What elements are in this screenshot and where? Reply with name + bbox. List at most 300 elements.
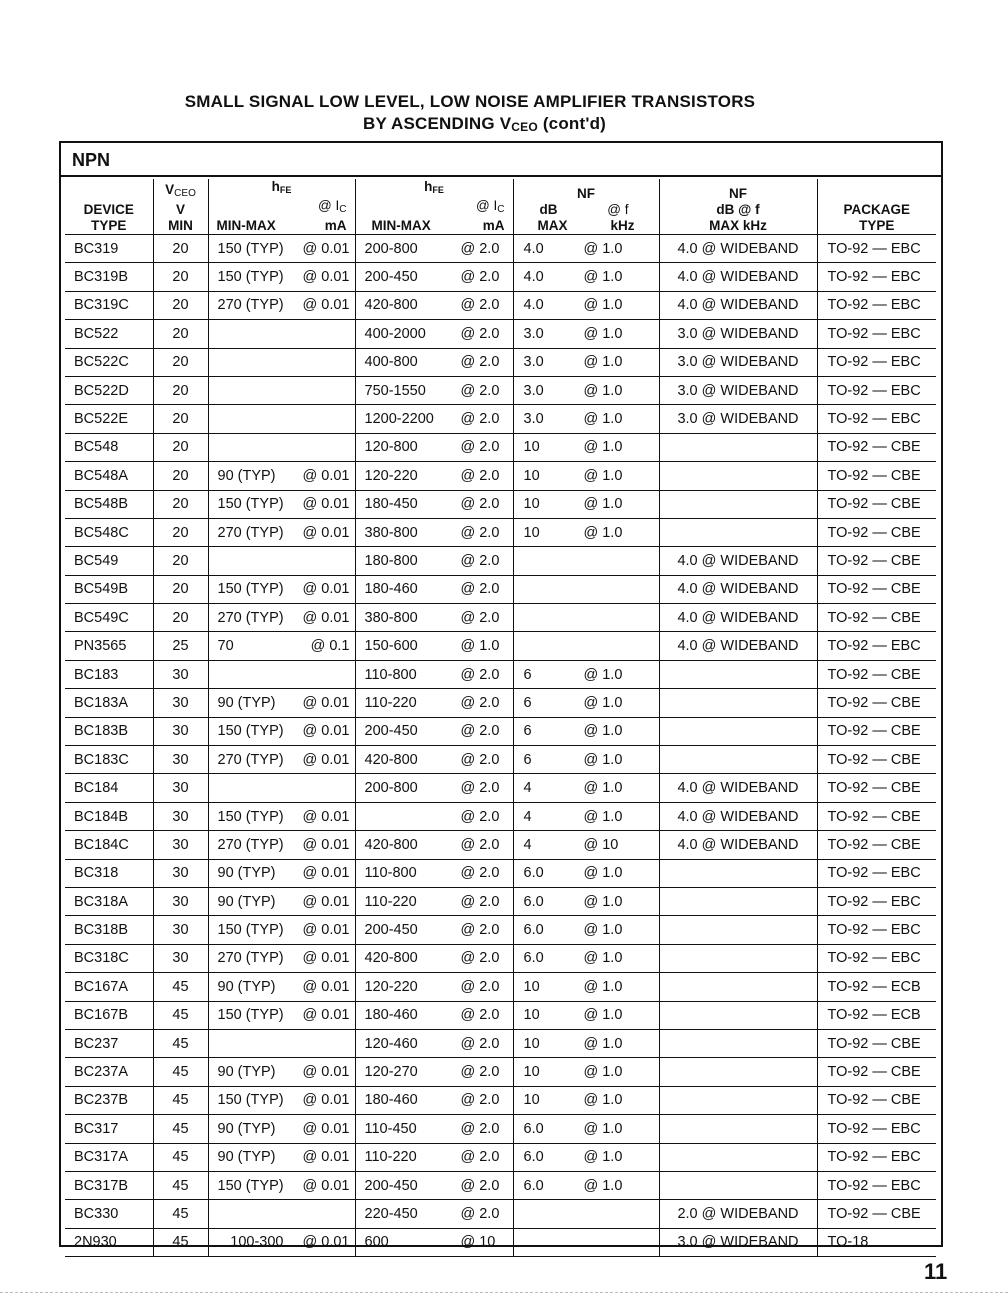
hfe-high: 420-800 <box>364 751 418 768</box>
hfe-low-cell <box>208 235 355 263</box>
table-row <box>65 973 936 1001</box>
nf-db-max: 10 <box>523 467 540 484</box>
nf-freq: @ 1.0 <box>583 666 623 683</box>
ic-high: @ 10 <box>460 1234 496 1251</box>
package-type: TO-92 — ECB <box>817 1001 936 1029</box>
nf-wideband <box>659 1143 817 1171</box>
ic-high: @ 2.0 <box>460 439 500 456</box>
package-type: TO-92 — EBC <box>817 944 936 972</box>
vceo-min: 30 <box>153 944 208 972</box>
package-type: TO-92 — CBE <box>817 1058 936 1086</box>
ic-low: @ 0.01 <box>302 524 350 541</box>
nf-wideband <box>659 859 817 887</box>
ic-low: @ 0.01 <box>302 1177 350 1194</box>
table-header-row <box>65 179 936 235</box>
nf-freq: @ 1.0 <box>583 1177 623 1194</box>
nf-freq: @ 1.0 <box>583 1064 623 1081</box>
nf-spot-cell <box>513 1171 659 1199</box>
hfe-high-cell <box>355 405 513 433</box>
device-type: BC549 <box>65 547 153 575</box>
ic-high: @ 2.0 <box>460 354 500 371</box>
hfe-low: 150 (TYP) <box>217 723 284 740</box>
device-type: BC318 <box>65 859 153 887</box>
nf-spot-cell <box>513 291 659 319</box>
vceo-min: 30 <box>153 689 208 717</box>
section-label: NPN <box>61 143 941 177</box>
device-type: BC183B <box>65 717 153 745</box>
hfe-low: 100-300 <box>230 1234 284 1251</box>
nf-spot-cell <box>513 774 659 802</box>
nf-db-max: 10 <box>523 1064 540 1081</box>
hfe-low-cell <box>208 1228 355 1256</box>
table-row <box>65 235 936 263</box>
hfe-high-cell <box>355 746 513 774</box>
ic-low: @ 0.01 <box>302 978 350 995</box>
hfe-high: 200-450 <box>364 269 418 286</box>
table-row <box>65 320 936 348</box>
hfe-high: 380-800 <box>364 524 418 541</box>
nf-db-max: 3.0 <box>523 411 544 428</box>
hfe-high-cell <box>355 1029 513 1057</box>
hfe-high: 200-800 <box>364 240 418 257</box>
ic-low: @ 0.01 <box>302 893 350 910</box>
table-row <box>65 746 936 774</box>
vceo-min: 20 <box>153 518 208 546</box>
package-type: TO-92 — EBC <box>817 887 936 915</box>
hfe-high-cell <box>355 575 513 603</box>
ic-high: @ 2.0 <box>460 297 500 314</box>
table-row <box>65 490 936 518</box>
vceo-min: 20 <box>153 433 208 461</box>
device-type: BC317B <box>65 1171 153 1199</box>
nf-spot-cell <box>513 490 659 518</box>
device-type: BC184 <box>65 774 153 802</box>
ic-low: @ 0.01 <box>302 1092 350 1109</box>
device-type: PN3565 <box>65 632 153 660</box>
hfe-low-cell <box>208 547 355 575</box>
ic-high: @ 2.0 <box>460 1120 500 1137</box>
vceo-min: 20 <box>153 320 208 348</box>
vceo-min: 20 <box>153 604 208 632</box>
package-type: TO-92 — EBC <box>817 1115 936 1143</box>
nf-wideband: 4.0 @ WIDEBAND <box>659 604 817 632</box>
hfe-high: 1200-2200 <box>364 411 434 428</box>
hfe-high: 110-220 <box>364 893 417 910</box>
hfe-high: 180-460 <box>364 1007 418 1024</box>
header-nf-wideband: NF dB @ f MAX kHz <box>659 179 817 235</box>
nf-spot-cell <box>513 1200 659 1228</box>
package-type: TO-92 — EBC <box>817 405 936 433</box>
ic-high: @ 2.0 <box>460 1177 500 1194</box>
nf-spot-cell <box>513 575 659 603</box>
hfe-low: 150 (TYP) <box>217 269 284 286</box>
package-type: TO-92 — CBE <box>817 717 936 745</box>
hfe-high-cell <box>355 887 513 915</box>
vceo-min: 30 <box>153 831 208 859</box>
vceo-min: 20 <box>153 405 208 433</box>
hfe-high-cell <box>355 916 513 944</box>
hfe-low-cell <box>208 802 355 830</box>
hfe-high: 110-220 <box>364 694 417 711</box>
hfe-high-cell <box>355 1115 513 1143</box>
hfe-low-cell <box>208 405 355 433</box>
nf-db-max: 6 <box>523 694 532 711</box>
subtitle-prefix: BY ASCENDING V <box>363 114 512 133</box>
hfe-low: 90 (TYP) <box>217 1064 276 1081</box>
nf-freq: @ 1.0 <box>583 694 623 711</box>
hfe-low: 90 (TYP) <box>217 865 276 882</box>
hfe-low: 90 (TYP) <box>217 978 276 995</box>
hfe-low-cell <box>208 632 355 660</box>
table-row <box>65 518 936 546</box>
ic-high: @ 2.0 <box>460 694 500 711</box>
device-type: BC317A <box>65 1143 153 1171</box>
ic-high: @ 2.0 <box>460 552 500 569</box>
nf-spot-cell <box>513 689 659 717</box>
package-type: TO-92 — CBE <box>817 1200 936 1228</box>
nf-wideband <box>659 973 817 1001</box>
nf-freq: @ 1.0 <box>583 808 623 825</box>
header-hfe-low: $h_{FE}$ @ $I_C$ MIN-MAX mA <box>208 179 355 235</box>
hfe-low: 270 (TYP) <box>217 524 284 541</box>
ic-high: @ 2.0 <box>460 723 500 740</box>
nf-db-max: 6 <box>523 751 532 768</box>
hfe-low-cell <box>208 604 355 632</box>
nf-freq: @ 1.0 <box>583 325 623 342</box>
nf-spot-cell <box>513 944 659 972</box>
hfe-high: 200-450 <box>364 1177 418 1194</box>
ic-high: @ 2.0 <box>460 581 500 598</box>
vceo-min: 45 <box>153 1001 208 1029</box>
hfe-low-cell <box>208 575 355 603</box>
ic-high: @ 2.0 <box>460 411 500 428</box>
hfe-high: 420-800 <box>364 297 418 314</box>
package-type: TO-92 — CBE <box>817 1029 936 1057</box>
nf-spot-cell <box>513 887 659 915</box>
table-row <box>65 859 936 887</box>
header-nf-spot: NF dB @ f MAX kHz <box>513 179 659 235</box>
ic-low: @ 0.01 <box>302 723 350 740</box>
hfe-high-cell <box>355 717 513 745</box>
ic-low: @ 0.01 <box>302 581 350 598</box>
nf-db-max: 6 <box>523 666 532 683</box>
package-type: TO-92 — EBC <box>817 632 936 660</box>
nf-db-max: 6.0 <box>523 893 544 910</box>
nf-db-max: 6.0 <box>523 1177 544 1194</box>
nf-spot-cell <box>513 1001 659 1029</box>
ic-high: @ 2.0 <box>460 865 500 882</box>
hfe-high: 220-450 <box>364 1205 418 1222</box>
nf-wideband <box>659 1058 817 1086</box>
nf-db-max: 6.0 <box>523 950 544 967</box>
nf-freq: @ 1.0 <box>583 439 623 456</box>
nf-wideband: 3.0 @ WIDEBAND <box>659 348 817 376</box>
hfe-low-cell <box>208 376 355 404</box>
vceo-min: 30 <box>153 802 208 830</box>
ic-high: @ 2.0 <box>460 524 500 541</box>
ic-low: @ 0.01 <box>302 467 350 484</box>
hfe-high-cell <box>355 859 513 887</box>
ic-high: @ 2.0 <box>460 780 500 797</box>
nf-freq: @ 1.0 <box>583 893 623 910</box>
nf-spot-cell <box>513 320 659 348</box>
nf-db-max: 10 <box>523 496 540 513</box>
nf-wideband: 3.0 @ WIDEBAND <box>659 405 817 433</box>
hfe-high-cell <box>355 1171 513 1199</box>
hfe-low: 150 (TYP) <box>217 581 284 598</box>
nf-db-max: 4 <box>523 780 532 797</box>
package-type: TO-92 — CBE <box>817 689 936 717</box>
nf-freq: @ 1.0 <box>583 382 623 399</box>
nf-db-max: 10 <box>523 1007 540 1024</box>
nf-freq: @ 1.0 <box>583 1035 623 1052</box>
subtitle-suffix: (cont'd) <box>537 114 607 133</box>
vceo-min: 30 <box>153 774 208 802</box>
ic-high: @ 2.0 <box>460 922 500 939</box>
package-type: TO-92 — EBC <box>817 1171 936 1199</box>
package-type: TO-92 — CBE <box>817 518 936 546</box>
hfe-low-cell <box>208 1001 355 1029</box>
hfe-high: 180-450 <box>364 496 418 513</box>
hfe-low: 90 (TYP) <box>217 1120 276 1137</box>
nf-spot-cell <box>513 1228 659 1256</box>
hfe-low-cell <box>208 944 355 972</box>
table-row <box>65 405 936 433</box>
nf-wideband <box>659 490 817 518</box>
hfe-low-cell <box>208 518 355 546</box>
package-type: TO-92 — CBE <box>817 746 936 774</box>
hfe-low: 150 (TYP) <box>217 922 284 939</box>
hfe-high: 120-270 <box>364 1064 418 1081</box>
nf-wideband: 4.0 @ WIDEBAND <box>659 235 817 263</box>
nf-wideband <box>659 887 817 915</box>
nf-freq: @ 1.0 <box>583 780 623 797</box>
package-type: TO-92 — EBC <box>817 235 936 263</box>
ic-low: @ 0.01 <box>302 1234 350 1251</box>
spec-frame <box>59 141 943 1251</box>
table-row <box>65 1115 936 1143</box>
table-row <box>65 462 936 490</box>
table-row <box>65 1086 936 1114</box>
nf-spot-cell <box>513 1086 659 1114</box>
table-row <box>65 689 936 717</box>
nf-db-max: 4 <box>523 836 532 853</box>
device-type: BC237B <box>65 1086 153 1114</box>
nf-wideband: 2.0 @ WIDEBAND <box>659 1200 817 1228</box>
header-package: PACKAGE TYPE <box>817 179 936 235</box>
device-type: BC548B <box>65 490 153 518</box>
nf-db-max: 4 <box>523 808 532 825</box>
vceo-min: 20 <box>153 348 208 376</box>
nf-spot-cell <box>513 660 659 688</box>
nf-wideband: 4.0 @ WIDEBAND <box>659 802 817 830</box>
package-type: TO-92 — EBC <box>817 1143 936 1171</box>
nf-spot-cell <box>513 802 659 830</box>
device-type: BC319C <box>65 291 153 319</box>
package-type: TO-92 — CBE <box>817 774 936 802</box>
hfe-low-cell <box>208 1058 355 1086</box>
table-row <box>65 263 936 291</box>
hfe-high-cell <box>355 518 513 546</box>
device-type: BC167B <box>65 1001 153 1029</box>
table-row <box>65 632 936 660</box>
vceo-min: 20 <box>153 547 208 575</box>
hfe-high-cell <box>355 320 513 348</box>
nf-db-max: 3.0 <box>523 354 544 371</box>
nf-spot-cell <box>513 746 659 774</box>
nf-freq: @ 1.0 <box>583 865 623 882</box>
hfe-low: 270 (TYP) <box>217 751 284 768</box>
nf-db-max: 6.0 <box>523 922 544 939</box>
hfe-high: 420-800 <box>364 836 418 853</box>
table-row <box>65 433 936 461</box>
vceo-min: 45 <box>153 1171 208 1199</box>
hfe-low-cell <box>208 887 355 915</box>
hfe-high: 110-450 <box>364 1120 417 1137</box>
device-type: BC318C <box>65 944 153 972</box>
hfe-high: 180-460 <box>364 581 418 598</box>
header-vceo: $V_{CEO}$ V MIN <box>153 179 208 235</box>
hfe-high: 120-220 <box>364 978 418 995</box>
vceo-min: 45 <box>153 1029 208 1057</box>
hfe-low-cell <box>208 689 355 717</box>
hfe-high-cell <box>355 632 513 660</box>
hfe-high: 120-460 <box>364 1035 418 1052</box>
table-row <box>65 604 936 632</box>
package-type: TO-92 — EBC <box>817 859 936 887</box>
ic-high: @ 2.0 <box>460 751 500 768</box>
nf-spot-cell <box>513 547 659 575</box>
vceo-min: 45 <box>153 1228 208 1256</box>
nf-freq: @ 1.0 <box>583 240 623 257</box>
hfe-high-cell <box>355 604 513 632</box>
vceo-min: 45 <box>153 1115 208 1143</box>
hfe-low: 270 (TYP) <box>217 836 284 853</box>
ic-high: @ 2.0 <box>460 978 500 995</box>
hfe-low-cell <box>208 1086 355 1114</box>
header-device: DEVICE TYPE <box>65 179 153 235</box>
ic-high: @ 2.0 <box>460 382 500 399</box>
hfe-high: 180-460 <box>364 1092 418 1109</box>
nf-wideband <box>659 689 817 717</box>
page-title: SMALL SIGNAL LOW LEVEL, LOW NOISE AMPLIFIER TRANSISTORS <box>184 92 756 111</box>
vceo-min: 30 <box>153 660 208 688</box>
vceo-min: 45 <box>153 1200 208 1228</box>
nf-spot-cell <box>513 632 659 660</box>
vceo-min: 20 <box>153 291 208 319</box>
hfe-high-cell <box>355 1058 513 1086</box>
nf-spot-cell <box>513 916 659 944</box>
nf-db-max: 6.0 <box>523 865 544 882</box>
table-row <box>65 831 936 859</box>
ic-low: @ 0.01 <box>302 1149 350 1166</box>
nf-wideband: 4.0 @ WIDEBAND <box>659 831 817 859</box>
hfe-low: 150 (TYP) <box>217 1007 284 1024</box>
vceo-min: 45 <box>153 1058 208 1086</box>
table-row <box>65 1029 936 1057</box>
hfe-high-cell <box>355 831 513 859</box>
vceo-min: 45 <box>153 973 208 1001</box>
hfe-high: 400-800 <box>364 354 418 371</box>
transistor-table <box>65 179 936 1257</box>
nf-freq: @ 1.0 <box>583 524 623 541</box>
table-row <box>65 1058 936 1086</box>
hfe-low: 270 (TYP) <box>217 297 284 314</box>
hfe-high-cell <box>355 689 513 717</box>
vceo-min: 20 <box>153 376 208 404</box>
table-row <box>65 1228 936 1256</box>
nf-spot-cell <box>513 405 659 433</box>
package-type: TO-92 — CBE <box>817 604 936 632</box>
scan-edge-line <box>0 1292 1008 1294</box>
table-row <box>65 1001 936 1029</box>
nf-spot-cell <box>513 1115 659 1143</box>
table-row <box>65 291 936 319</box>
hfe-high-cell <box>355 973 513 1001</box>
hfe-high-cell <box>355 802 513 830</box>
hfe-low-cell <box>208 1171 355 1199</box>
hfe-high: 380-800 <box>364 609 418 626</box>
hfe-high: 120-220 <box>364 467 418 484</box>
nf-wideband <box>659 462 817 490</box>
nf-wideband <box>659 916 817 944</box>
ic-low: @ 0.01 <box>302 694 350 711</box>
package-type: TO-92 — CBE <box>817 831 936 859</box>
hfe-low-cell <box>208 831 355 859</box>
hfe-high-cell <box>355 376 513 404</box>
hfe-low: 270 (TYP) <box>217 950 284 967</box>
nf-freq: @ 1.0 <box>583 496 623 513</box>
device-type: BC317 <box>65 1115 153 1143</box>
ic-low: @ 0.01 <box>302 950 350 967</box>
nf-spot-cell <box>513 1029 659 1057</box>
nf-freq: @ 1.0 <box>583 922 623 939</box>
package-type: TO-92 — EBC <box>817 320 936 348</box>
nf-freq: @ 1.0 <box>583 297 623 314</box>
subtitle-sub: CEO <box>511 120 538 134</box>
ic-high: @ 2.0 <box>460 836 500 853</box>
ic-low: @ 0.01 <box>302 808 350 825</box>
device-type: BC318B <box>65 916 153 944</box>
ic-high: @ 2.0 <box>460 950 500 967</box>
nf-spot-cell <box>513 235 659 263</box>
hfe-high: 110-800 <box>364 865 417 882</box>
package-type: TO-92 — CBE <box>817 547 936 575</box>
device-type: BC237 <box>65 1029 153 1057</box>
package-type: TO-92 — CBE <box>817 462 936 490</box>
hfe-high-cell <box>355 1086 513 1114</box>
nf-db-max: 4.0 <box>523 240 544 257</box>
hfe-low-cell <box>208 973 355 1001</box>
hfe-low: 90 (TYP) <box>217 1149 276 1166</box>
hfe-low: 150 (TYP) <box>217 496 284 513</box>
package-type: TO-18 <box>817 1228 936 1256</box>
package-type: TO-92 — CBE <box>817 660 936 688</box>
hfe-low-cell <box>208 859 355 887</box>
table-row <box>65 575 936 603</box>
nf-wideband <box>659 660 817 688</box>
nf-db-max: 10 <box>523 524 540 541</box>
ic-high: @ 2.0 <box>460 1149 500 1166</box>
hfe-low-cell <box>208 660 355 688</box>
nf-spot-cell <box>513 604 659 632</box>
ic-low: @ 0.01 <box>302 1007 350 1024</box>
device-type: BC184C <box>65 831 153 859</box>
device-type: BC549B <box>65 575 153 603</box>
package-type: TO-92 — EBC <box>817 348 936 376</box>
nf-wideband: 4.0 @ WIDEBAND <box>659 291 817 319</box>
table-row <box>65 774 936 802</box>
